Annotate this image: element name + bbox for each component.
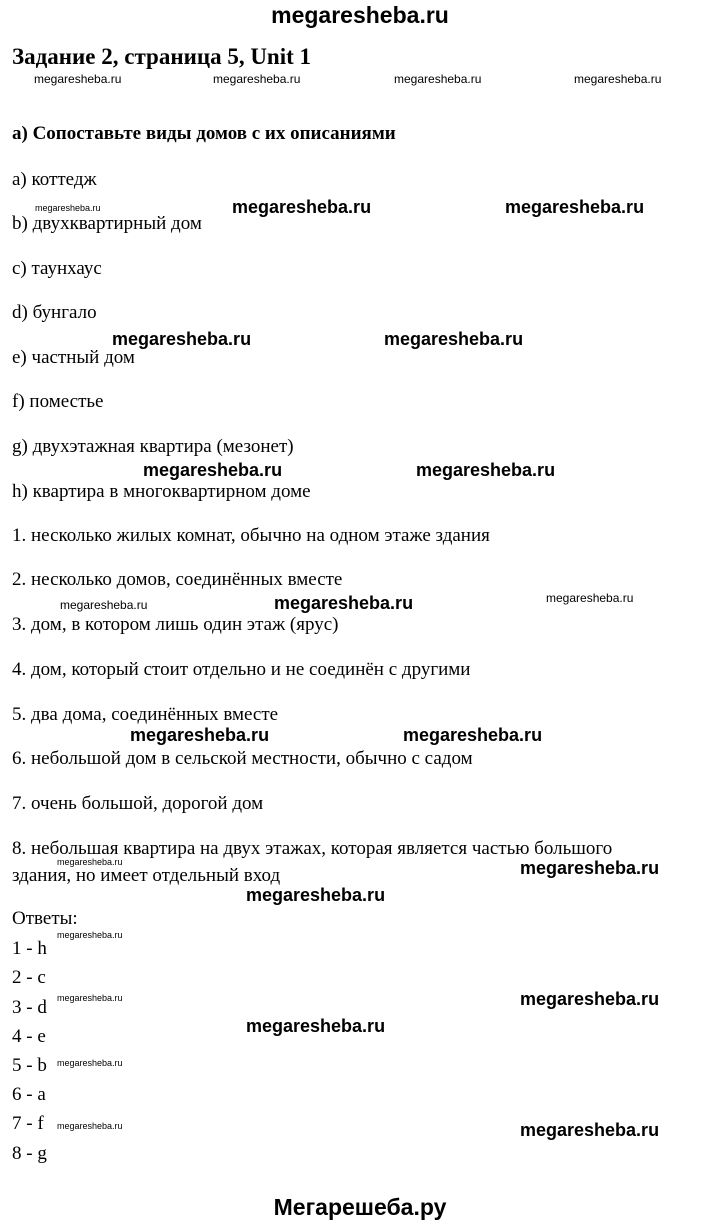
watermark: megaresheba.ru: [112, 329, 252, 349]
watermark: megaresheba.ru: [57, 930, 123, 940]
watermark: megaresheba.ru: [394, 72, 482, 86]
option-item: h) квартира в многоквартирном доме: [12, 481, 311, 502]
watermark: megaresheba.ru: [246, 1016, 386, 1036]
site-footer: Мегарешеба.ру: [273, 1194, 447, 1220]
exercise-heading: a) Сопоставьте виды домов с их описаниями: [12, 123, 396, 144]
site-header: megaresheba.ru: [271, 2, 449, 28]
watermark: megaresheba.ru: [57, 1121, 123, 1131]
option-item: e) частный дом: [12, 347, 135, 368]
option-item: f) поместье: [12, 391, 104, 412]
answers-label: Ответы:: [12, 908, 78, 929]
option-item: c) таунхаус: [12, 258, 102, 279]
description-item: 5. два дома, соединённых вместе: [12, 704, 279, 725]
option-item: g) двухэтажная квартира (мезонет): [12, 436, 294, 457]
description-item: здания, но имеет отдельный вход: [12, 865, 281, 886]
option-item: b) двухквартирный дом: [12, 213, 202, 234]
watermark: megaresheba.ru: [403, 725, 543, 745]
answer-item: 7 - f: [12, 1113, 44, 1134]
description-item: 6. небольшой дом в сельской местности, обычно с садом: [12, 748, 473, 769]
description-item: 2. несколько домов, соединённых вместе: [12, 569, 343, 590]
watermark: megaresheba.ru: [520, 1120, 660, 1140]
watermark: megaresheba.ru: [34, 72, 122, 86]
answer-item: 4 - e: [12, 1026, 46, 1047]
answer-item: 8 - g: [12, 1143, 47, 1164]
description-item: 3. дом, в котором лишь один этаж (ярус): [12, 614, 339, 635]
watermark: megaresheba.ru: [232, 197, 372, 217]
watermark: megaresheba.ru: [57, 857, 123, 867]
description-item: 4. дом, который стоит отдельно и не соединён с другими: [12, 659, 471, 680]
answer-item: 1 - h: [12, 938, 47, 959]
option-item: d) бунгало: [12, 302, 97, 323]
watermark: megaresheba.ru: [574, 72, 662, 86]
watermark: megaresheba.ru: [143, 460, 283, 480]
answer-item: 6 - a: [12, 1084, 46, 1105]
answer-item: 5 - b: [12, 1055, 47, 1076]
watermark: megaresheba.ru: [384, 329, 524, 349]
description-item: 1. несколько жилых комнат, обычно на одном этаже здания: [12, 525, 490, 546]
option-item: a) коттедж: [12, 169, 97, 190]
description-item: 7. очень большой, дорогой дом: [12, 793, 264, 814]
watermark: megaresheba.ru: [60, 598, 148, 612]
description-item: 8. небольшая квартира на двух этажах, которая является частью большого: [12, 838, 613, 859]
watermark: megaresheba.ru: [520, 858, 660, 878]
page-title: Задание 2, страница 5, Unit 1: [12, 44, 312, 69]
watermark: megaresheba.ru: [416, 460, 556, 480]
watermark: megaresheba.ru: [520, 989, 660, 1009]
watermark: megaresheba.ru: [130, 725, 270, 745]
watermark: megaresheba.ru: [213, 72, 301, 86]
watermark: megaresheba.ru: [546, 591, 634, 605]
watermark: megaresheba.ru: [35, 203, 101, 213]
watermark: megaresheba.ru: [246, 885, 386, 905]
watermark: megaresheba.ru: [274, 593, 414, 613]
watermark: megaresheba.ru: [57, 993, 123, 1003]
watermark: megaresheba.ru: [505, 197, 645, 217]
answer-item: 2 - c: [12, 967, 46, 988]
answer-item: 3 - d: [12, 997, 47, 1018]
watermark: megaresheba.ru: [57, 1058, 123, 1068]
